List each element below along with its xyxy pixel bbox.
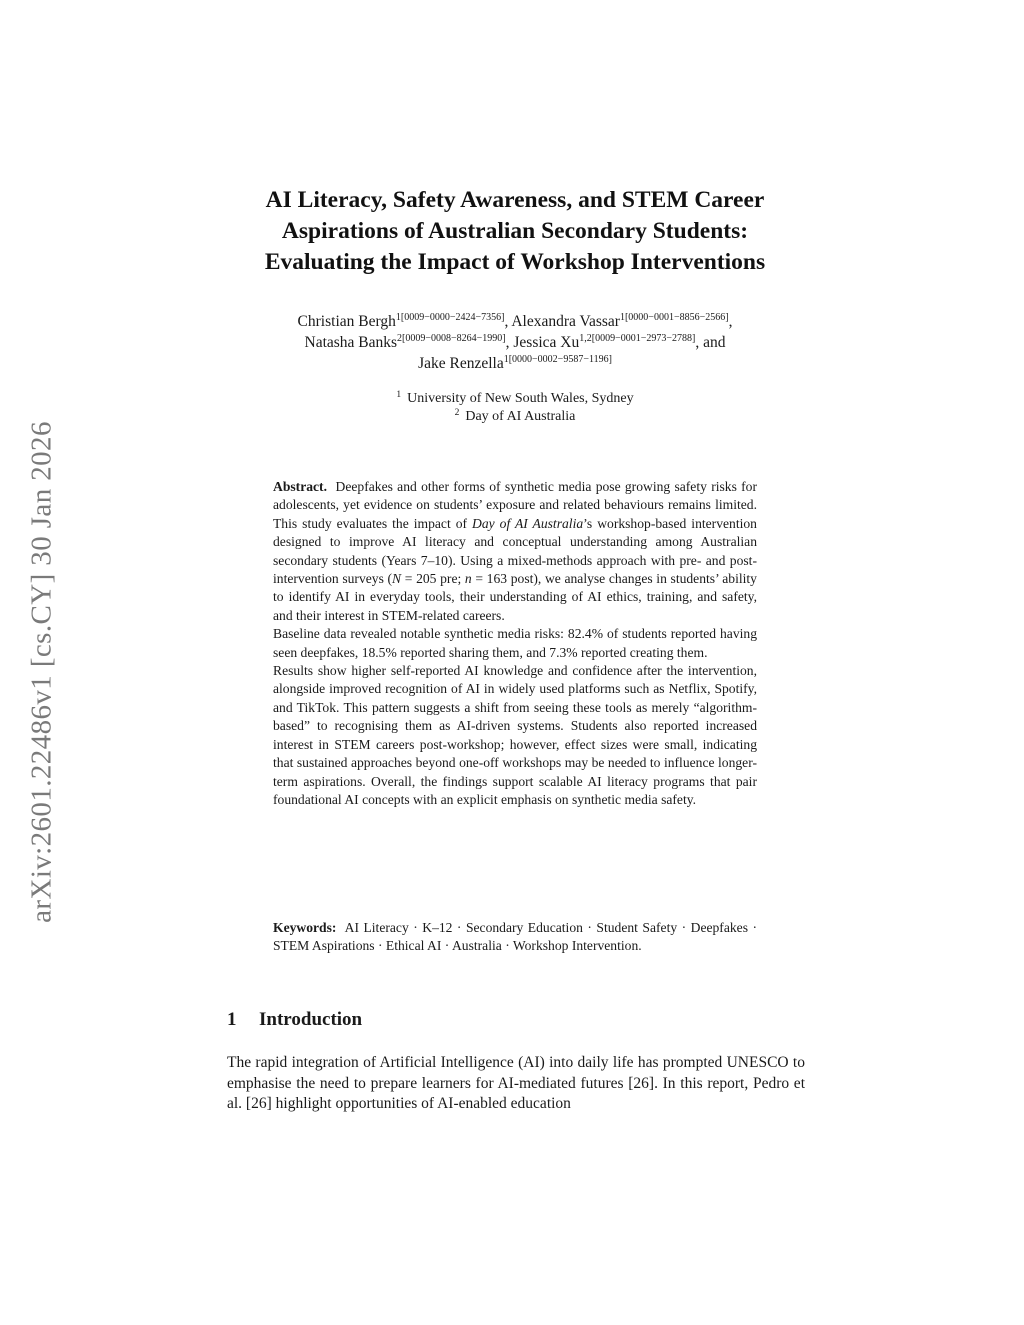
author-line: Natasha Banks$^{2[0009-0008-8264-1990]}$, Jessica $Xu^{1,2[0009-0001-2973-2788]}$, and <box>304 333 726 351</box>
affiliation <box>200 390 830 408</box>
affiliation-mark: 1 <box>396 390 402 400</box>
abstract-text: = 163 post), we analyse changes in students’ ability to identify AI in everyday tools, their understanding of AI ethics, training, and safety, and their interest in STEM-related careers. <box>273 571 757 623</box>
author-orcid: 1[0000−0001−8856−2566] <box>619 312 729 323</box>
abstract-paragraph <box>273 478 757 625</box>
author-orcid: 1[0000−0002−9587−1196] <box>503 354 612 365</box>
author-name: Jessica Xu <box>513 334 580 351</box>
section-number: 1 <box>227 1009 237 1030</box>
author-line <box>200 353 830 374</box>
author-orcid: 1[0009−0000−2424−7356] <box>395 312 505 323</box>
author-name: Alexandra Vassar <box>511 313 620 330</box>
keywords-text: AI Literacy · K–12 · Secondary Education · Student Safety · Deepfakes · STEM Aspirations · Ethical AI · Australia · Workshop Intervention. <box>273 920 757 954</box>
affiliation-text: University of New South Wales, Sydney <box>407 391 634 406</box>
title-line: Aspirations of Australian Secondary Students: <box>281 218 749 244</box>
abstract-text: ’s workshop-based intervention designed to improve AI literacy and conceptual understanding among Australian secondary students (Years 7–10). Using a mixed-methods approach with pre- and post-intervention surveys ( <box>273 515 757 587</box>
arxiv-identifier-stamp: arXiv:2601.22486v1 [cs.CY] 30 Jan 2026 <box>25 421 58 923</box>
author-name: Natasha Banks <box>304 334 398 351</box>
author-list <box>200 311 830 374</box>
section-heading <box>227 1009 362 1031</box>
keywords-label: Keywords: <box>273 920 337 935</box>
author-orcid: 1,2[0009−0001−2973−2788] <box>579 333 696 344</box>
affiliation-mark: 2 <box>454 408 460 418</box>
math-symbol: N <box>392 571 402 587</box>
program-name: Day of AI Australia <box>472 515 584 531</box>
author-name: Jake Renzella <box>418 355 504 372</box>
abstract-paragraph: Results show higher self-reported AI knowledge and confidence after the intervention, alongside improved recognition of AI in widely used platforms such as Netflix, Spotify, and TikTok. This pattern suggests a shift from seeing these tools as merely “algorithm-based” to recognising them as AI-driven systems. Students also reported increased interest in STEM careers post-workshop; however, effect sizes were small, indicating that sustained approaches beyond one-off workshops may be needed to influence longer-term aspirations. Overall, the findings support scalable AI literacy programs that pair foundational AI concepts with an explicit emphasis on synthetic media safety. <box>273 663 757 807</box>
affiliation-text: Day of AI Australia <box>465 409 576 424</box>
author-conjunction: and <box>703 334 726 351</box>
author-line: Christian Bergh$^{1[0009-0000-2424-7356]}$, Alexandra Vassar$^{1[0000-0001-8856-2566]}$, <box>297 312 733 330</box>
affiliation-list <box>200 390 830 426</box>
abstract-paragraph: Baseline data revealed notable synthetic media risks: 82.4% of students reported having seen deepfakes, 18.5% reported sharing them, and 7.3% reported creating them. <box>273 626 757 660</box>
author-orcid: 2[0009−0008−8264−1990] <box>397 333 506 344</box>
intro-paragraph: The rapid integration of Artificial Intelligence (AI) into daily life has prompted UNESCO to emphasise the need to prepare learners for AI-mediated futures [26]. In this report, Pedro et al. [26] highlight opportunities of AI-enabled education <box>227 1054 805 1112</box>
title-line: Evaluating the Impact of Workshop Interventions <box>264 249 766 275</box>
abstract-text: Deepfakes and other forms of synthetic media pose growing safety risks for adolescents, yet evidence on students’ exposure and related behaviours remains limited. This study evaluates the impact of <box>273 479 757 531</box>
author-name: Christian Bergh <box>297 313 396 330</box>
abstract <box>273 478 757 809</box>
title-line: AI Literacy, Safety Awareness, and STEM Career <box>265 187 765 213</box>
affiliation <box>200 408 830 426</box>
section-title: Introduction <box>259 1009 363 1030</box>
keywords <box>273 919 757 956</box>
abstract-text: = 205 pre; <box>401 571 465 587</box>
paper-title <box>200 185 830 278</box>
abstract-label: Abstract. <box>273 479 327 494</box>
math-symbol: n <box>464 571 472 587</box>
